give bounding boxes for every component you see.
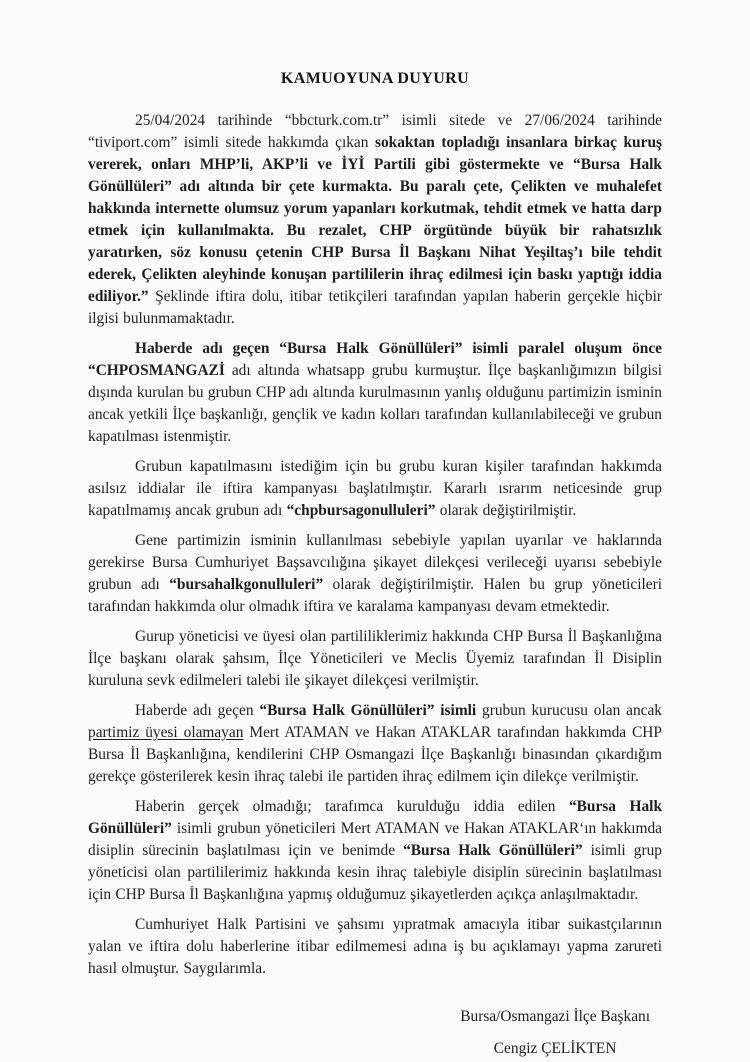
text-run: 25/04/2024 tarihinde “bbcturk.com.tr” isimli sitede ve 27/06/2024 tarihinde “tiviport.com” isimli sitede hakkımda çıkan (88, 112, 662, 151)
document-title: KAMUOYUNA DUYURU (280, 70, 470, 87)
bold-text-run: “bursahalkgonulluleri” (169, 576, 324, 593)
text-run: Cumhuriyet Halk Partisini ve şahsımı yıpratmak amacıyla itibar suikastçılarının yalan ve iftira dolu haberlerine itibar edilmemesi adına iş bu açıklamayı yapma zarureti hasıl olmuştur. Saygılarımla. (88, 916, 662, 977)
text-run: isimli grubun yöneticileri Mert ATAMAN ve Hakan ATAKLAR‘ın hakkımda disiplin sürecinin başlatılması için ve benimde (88, 820, 662, 859)
bold-text-run: “Bursa Halk Gönüllüleri” (403, 842, 583, 859)
signature-role: Bursa/Osmangazi İlçe Başkanı (460, 1008, 650, 1025)
text-run: olarak değiştirilmiştir. Halen bu grup yöneticileri tarafından hakkımda olur olmadık iftira ve karalama kampanyası devam etmektedir. (88, 576, 662, 615)
paragraph (88, 700, 662, 788)
text-run: Haberin gerçek olmadığı; tarafımca kurulduğu iddia edilen (135, 798, 569, 815)
text-run: grubun kurucusu olan ancak (476, 702, 662, 719)
paragraph (88, 914, 662, 980)
paragraph (88, 530, 662, 618)
text-run: isimli grup yöneticisi olan partililerimiz hakkında kesin ihraç talebiyle disiplin sürecinin başlatılması için CHP Bursa İl Başkanlığına yapmış olduğumuz şikayetlerden açıkça anlaşılmaktadır. (88, 842, 662, 903)
signature-name: Cengiz ÇELİKTEN (493, 1040, 617, 1057)
paragraph (88, 796, 662, 906)
paragraph (88, 110, 662, 330)
bold-text-run: sokaktan topladığı insanlara birkaç kuruş vererek, onları MHP’li, AKP’li ve İYİ Partili gibi göstermekte ve “Bursa Halk Gönüllüleri” adı altında bir çete kurmakta. Bu paralı çete, Çelikten ve muhalefet hakkında internette olumsuz yorum yapanları korkutmak, tehdit etmek ve hatta darp etmek için kullanılmakta. Bu rezalet, CHP örgütünde büyük bir rahatsızlık yaratırken, söz konusu çetenin CHP Bursa İl Başkanı Nihat Yeşiltaş’ı bile tehdit ederek, Çelikten aleyhinde konuşan partililerin ihraç edilmesi için baskı yaptığı iddia ediliyor.” (88, 134, 662, 305)
bold-text-run: “chpbursagonulluleri” (286, 502, 436, 519)
document-body (88, 110, 662, 980)
underlined-text-run: partimiz üyesi olamayan (88, 724, 244, 741)
text-run: Mert ATAMAN ve Hakan ATAKLAR tarafından hakkımda CHP Bursa İl Başkanlığına, kendilerini CHP Osmangazi İlçe Başkanlığı binasından çıkardığım gerekçe gösterilerek kesin ihraç talebi ile partiden ihraç edilmem için dilekçe verilmiştir. (88, 724, 662, 785)
text-run: Haberde adı geçen (135, 702, 260, 719)
paragraph (88, 338, 662, 448)
text-run: Şeklinde iftira dolu, itibar tetikçileri tarafından yapılan haberin gerçekle hiçbir ilgisi bulunmamaktadır. (88, 288, 662, 327)
text-run: Grubun kapatılmasını istediğim için bu grubu kuran kişiler tarafından hakkımda asılsız iddialar ile iftira kampanyası başlatılmıştır. Kararlı ısrarım neticesinde grup kapatılmamış ancak grubun adı (88, 458, 662, 519)
paragraph (88, 626, 662, 692)
text-run: olarak değiştirilmiştir. (435, 502, 577, 519)
text-run: Gene partimizin isminin kullanılması sebebiyle yapılan uyarılar ve haklarında gerekirse Bursa Cumhuriyet Başsavcılığına şikayet dilekçesi verileceği uyarısı sebebiyle grubun adı (88, 532, 662, 593)
text-run: adı altında whatsapp grubu kurmuştur. İlçe başkanlığımızın bilgisi dışında kurulan bu grubun CHP adı altında kurulmasının yanlış olduğunu partimizin isminin ancak yetkili İlçe başkanlığı, gençlik ve kadın kolları tarafından kullanılabileceği ve grubun kapatılması istenmiştir. (88, 362, 662, 445)
paragraph (88, 456, 662, 522)
bold-text-run: “Bursa Halk Gönüllüleri” isimli (259, 702, 477, 719)
bold-text-run: “Bursa Halk Gönüllüleri” (88, 798, 663, 837)
bold-text-run: Haberde adı geçen “Bursa Halk Gönüllüleri” isimli paralel oluşum önce “CHPOSMANGAZİ (88, 340, 662, 379)
text-run: Gurup yöneticisi ve üyesi olan partililiklerimiz hakkında CHP Bursa İl Başkanlığına İlçe başkanı olarak şahsım, İlçe Yöneticileri ve Meclis Üyemiz tarafından İl Disiplin kuruluna sevk edilmeleri talebi ile şikayet dilekçesi verilmiştir. (88, 628, 662, 689)
signature-block (460, 1006, 650, 1060)
